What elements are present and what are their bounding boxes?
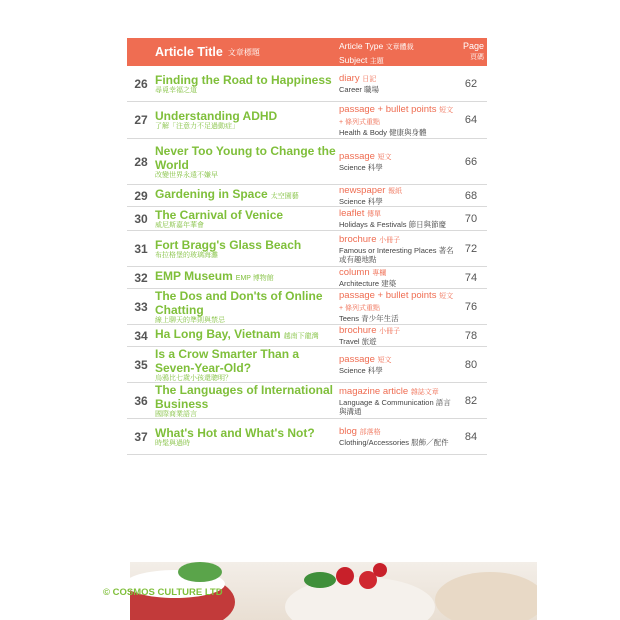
header-type-en: Article Type xyxy=(339,41,384,51)
article-type-zh: 小冊子 xyxy=(379,236,401,244)
article-title[interactable] xyxy=(155,267,339,288)
copyright-credit: © COSMOS CULTURE LTD xyxy=(103,587,223,598)
article-subject: Career 職場 xyxy=(339,85,380,94)
article-number: 26 xyxy=(134,76,148,91)
article-number: 29 xyxy=(134,188,148,203)
header-page-en: Page xyxy=(462,41,484,51)
header-page xyxy=(455,38,487,66)
article-title-zh: 時髦與過時 xyxy=(155,439,190,447)
article-title-zh: 布拉格堡的玻璃海灘 xyxy=(155,251,218,259)
article-title[interactable] xyxy=(155,383,339,418)
article-title-en[interactable]: EMP Museum xyxy=(155,269,233,283)
table-row[interactable] xyxy=(127,66,487,102)
article-type xyxy=(339,289,455,324)
article-number: 36 xyxy=(134,393,148,408)
article-title-zh: 改變世界永遠不嫌早 xyxy=(155,171,218,179)
article-subject: Teens 青少年生活 xyxy=(339,314,399,323)
table-row[interactable] xyxy=(127,289,487,325)
article-page[interactable]: 84 xyxy=(464,430,478,443)
article-type xyxy=(339,347,455,382)
table-row[interactable] xyxy=(127,267,487,289)
article-type-en: leaflet xyxy=(339,208,365,219)
article-type-zh: 雜誌文章 xyxy=(410,388,439,396)
header-title-en: Article Title xyxy=(155,45,223,59)
article-type-zh: 報紙 xyxy=(388,188,403,195)
article-type-en: diary xyxy=(339,73,360,84)
article-subject: Travel 旅遊 xyxy=(339,337,377,346)
article-number: 37 xyxy=(134,429,148,444)
table-of-contents xyxy=(127,38,487,455)
article-title[interactable] xyxy=(155,102,339,138)
article-type-en: passage xyxy=(339,151,375,162)
article-title[interactable] xyxy=(155,347,339,382)
article-number: 34 xyxy=(134,328,148,343)
article-subject: Science 科學 xyxy=(339,163,383,172)
article-subject: Holidays & Festivals 節日與節慶 xyxy=(339,220,447,229)
article-page[interactable]: 78 xyxy=(464,329,478,342)
article-subject: Science 科學 xyxy=(339,197,383,206)
article-type-zh: 短文 + 條列式重點 xyxy=(339,106,454,126)
article-number: 30 xyxy=(134,211,148,226)
article-type xyxy=(339,267,455,288)
table-header xyxy=(127,38,487,66)
article-title-zh: 線上聊天的準則與禁忌 xyxy=(155,316,225,324)
article-title[interactable] xyxy=(155,185,339,206)
header-subject-zh: 主題 xyxy=(369,58,384,65)
article-title-zh: 越南下龍灣 xyxy=(283,333,319,340)
article-title-zh: 尋覓幸福之道 xyxy=(155,86,197,94)
article-number: 35 xyxy=(134,357,148,372)
article-type-zh: 日記 xyxy=(362,76,377,83)
article-type-en: brochure xyxy=(339,233,377,245)
article-page[interactable]: 70 xyxy=(464,212,478,225)
article-number: 27 xyxy=(134,113,148,127)
article-type-en: passage + bullet points xyxy=(339,290,437,301)
table-row[interactable] xyxy=(127,325,487,347)
article-type-en: magazine article xyxy=(339,385,409,397)
article-subject: Architecture 建築 xyxy=(339,279,397,288)
article-title-zh: 國際商業語言 xyxy=(155,410,197,418)
header-page-zh: 頁碼 xyxy=(470,54,484,61)
header-article-title xyxy=(127,38,339,66)
article-type-zh: 短文 + 條列式重點 xyxy=(339,293,454,312)
article-title[interactable] xyxy=(155,207,339,230)
article-title-zh: 太空園藝 xyxy=(270,193,299,200)
article-type xyxy=(339,102,455,138)
article-title[interactable] xyxy=(155,231,339,266)
table-row[interactable] xyxy=(127,419,487,455)
article-type-zh: 小冊子 xyxy=(379,328,401,335)
article-page[interactable]: 72 xyxy=(464,242,478,255)
article-page[interactable]: 66 xyxy=(464,155,478,168)
table-row[interactable] xyxy=(127,347,487,383)
article-type-zh: 傳單 xyxy=(367,211,381,218)
article-type xyxy=(339,139,455,184)
article-page[interactable]: 76 xyxy=(464,300,478,313)
table-row[interactable] xyxy=(127,139,487,185)
article-page[interactable]: 68 xyxy=(464,189,478,202)
table-row[interactable] xyxy=(127,231,487,267)
header-article-type xyxy=(339,38,455,66)
article-subject: Language & Communication 語言與溝通 xyxy=(339,397,451,416)
article-title-en[interactable]: Finding the Road to Happiness xyxy=(155,72,332,87)
article-type xyxy=(339,207,455,230)
article-type xyxy=(339,419,455,454)
article-subject: Science 科學 xyxy=(339,366,383,375)
table-row[interactable] xyxy=(127,102,487,139)
article-title-en[interactable]: Gardening in Space xyxy=(155,187,268,201)
article-title-en[interactable]: The Dos and Don'ts of Online Chatting xyxy=(155,288,323,317)
article-type-en: passage + bullet points xyxy=(339,103,437,115)
article-subject: Health & Body 健康與身體 xyxy=(339,127,427,137)
table-body xyxy=(127,66,487,455)
article-title-en[interactable]: Fort Bragg's Glass Beach xyxy=(155,237,302,252)
header-title-zh: 文章標題 xyxy=(227,47,260,57)
article-subject: Famous or Interesting Places 著名或有趣地點 xyxy=(339,245,454,264)
article-type xyxy=(339,231,455,266)
article-type xyxy=(339,66,455,101)
article-subject: Clothing/Accessories 服飾／配件 xyxy=(339,438,449,447)
article-page[interactable]: 80 xyxy=(464,358,478,371)
article-title-en[interactable]: The Carnival of Venice xyxy=(155,207,284,222)
article-type xyxy=(339,325,455,346)
article-title-zh: 威尼斯嘉年華會 xyxy=(155,221,204,229)
article-type xyxy=(339,185,455,206)
article-title-en[interactable]: Never Too Young to Change the World xyxy=(155,143,336,172)
table-row[interactable] xyxy=(127,207,487,231)
article-title[interactable] xyxy=(155,66,339,101)
article-title-zh: 了解「注意力不足過動症」 xyxy=(155,123,239,130)
article-title[interactable] xyxy=(155,419,339,454)
article-page[interactable]: 82 xyxy=(464,394,478,407)
article-title-en[interactable]: What's Hot and What's Not? xyxy=(155,425,315,440)
article-type-en: newspaper xyxy=(339,185,386,196)
table-row[interactable] xyxy=(127,185,487,207)
article-type-en: brochure xyxy=(339,325,377,336)
header-subject-en: Subject xyxy=(339,55,368,65)
article-title-en[interactable]: Ha Long Bay, Vietnam xyxy=(155,327,281,341)
article-page[interactable]: 64 xyxy=(464,114,478,126)
table-row[interactable] xyxy=(127,383,487,419)
article-title-en[interactable]: Is a Crow Smarter Than a Seven-Year-Old? xyxy=(155,346,300,375)
article-type-zh: 短文 xyxy=(377,357,392,364)
article-type-zh: 部落格 xyxy=(359,429,381,436)
article-title-en[interactable]: Understanding ADHD xyxy=(155,109,278,123)
article-number: 32 xyxy=(134,270,148,285)
article-type-en: passage xyxy=(339,354,375,365)
article-number: 31 xyxy=(134,241,148,256)
article-title-en[interactable]: The Languages of International Business xyxy=(155,382,334,411)
article-title[interactable] xyxy=(155,289,339,324)
article-type-zh: 短文 xyxy=(377,154,392,161)
article-title-zh: 烏鴉比七歲小孩還聰明？ xyxy=(155,374,232,382)
article-number: 33 xyxy=(134,299,148,314)
article-number: 28 xyxy=(134,154,148,169)
article-type xyxy=(339,383,455,418)
article-title[interactable] xyxy=(155,325,339,346)
header-type-zh: 文章體裁 xyxy=(385,44,414,51)
article-title-zh: EMP 博物館 xyxy=(235,275,274,282)
article-page[interactable]: 62 xyxy=(464,77,478,90)
article-page[interactable]: 74 xyxy=(464,271,478,284)
article-type-en: column xyxy=(339,267,370,278)
article-type-en: blog xyxy=(339,426,357,437)
article-type-zh: 專欄 xyxy=(372,270,387,277)
article-title[interactable] xyxy=(155,139,339,184)
